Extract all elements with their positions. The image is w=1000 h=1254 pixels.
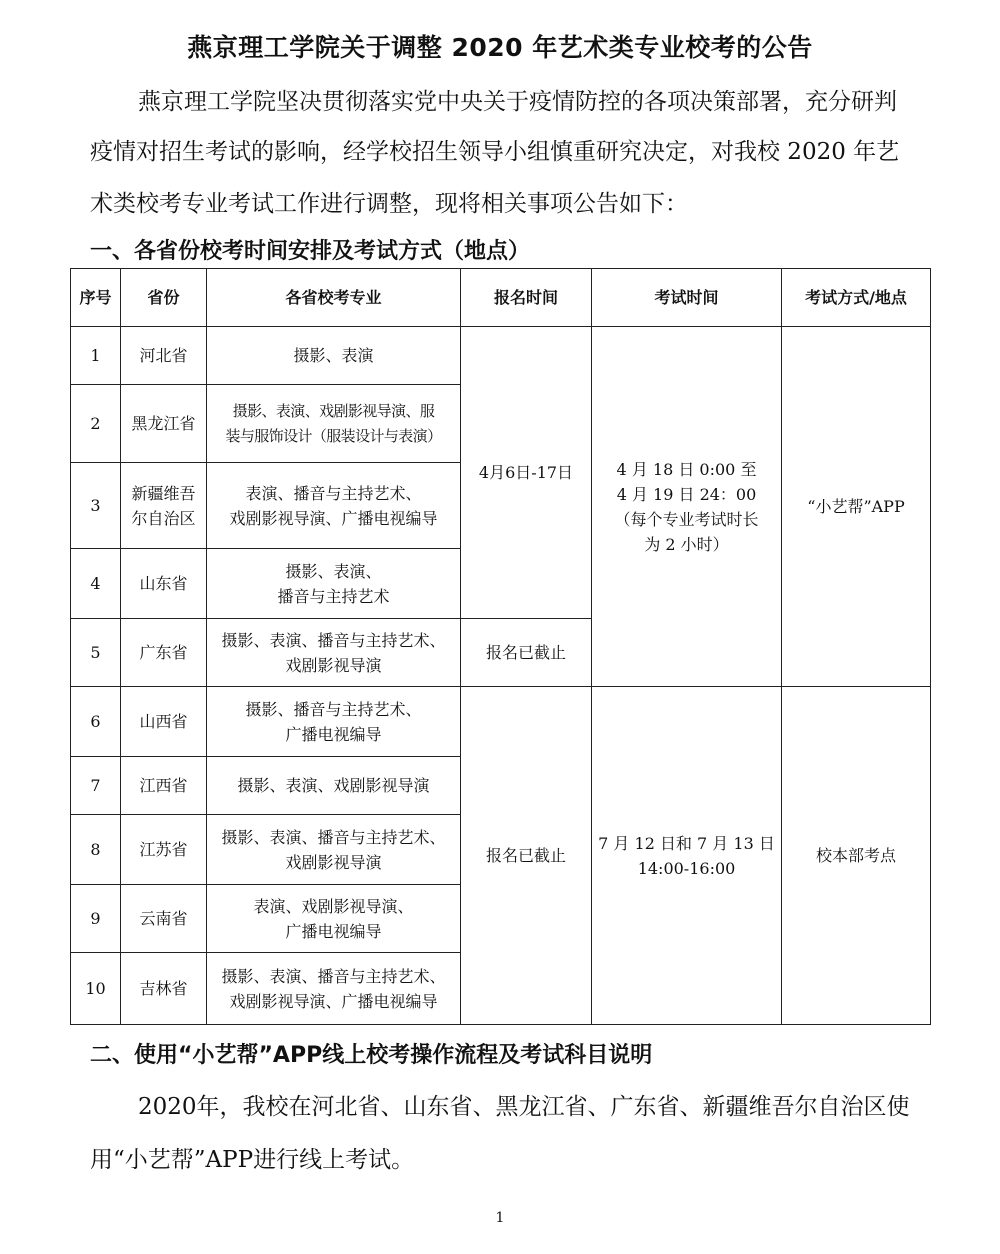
schedule-table [70, 268, 931, 1025]
cell-majors: 摄影、表演、戏剧影视导演、服 装与服饰设计（服装设计与表演） [207, 385, 461, 463]
section-1-heading: 一、各省份校考时间安排及考试方式（地点） [90, 239, 531, 264]
cell-province: 江西省 [121, 757, 207, 815]
cell-province: 广东省 [121, 619, 207, 687]
cell-majors: 表演、戏剧影视导演、 广播电视编导 [207, 885, 461, 953]
cell-majors: 表演、播音与主持艺术、 戏剧影视导演、广播电视编导 [207, 463, 461, 549]
header-exam-time: 考试时间 [592, 269, 782, 327]
table-row [71, 327, 931, 385]
cell-registration-group2: 报名已截止 [461, 687, 592, 1025]
intro-line-2: 疫情对招生考试的影响，经学校招生领导小组慎重研究决定，对我校 2020 年艺 [90, 139, 900, 165]
cell-majors: 摄影、表演、 播音与主持艺术 [207, 549, 461, 619]
page-number: 1 [495, 1210, 505, 1226]
cell-province: 山东省 [121, 549, 207, 619]
cell-majors: 摄影、播音与主持艺术、 广播电视编导 [207, 687, 461, 757]
cell-no: 1 [71, 327, 121, 385]
cell-method-group2: 校本部考点 [782, 687, 931, 1025]
cell-province: 山西省 [121, 687, 207, 757]
cell-registration-group1: 4月6日-17日 [461, 327, 592, 619]
cell-province: 新疆维吾 尔自治区 [121, 463, 207, 549]
cell-no: 4 [71, 549, 121, 619]
table-header-row [71, 269, 931, 327]
cell-no: 7 [71, 757, 121, 815]
cell-province: 云南省 [121, 885, 207, 953]
cell-majors: 摄影、表演、播音与主持艺术、 戏剧影视导演 [207, 815, 461, 885]
section-2-line-1: 2020年，我校在河北省、山东省、黑龙江省、广东省、新疆维吾尔自治区使 [138, 1094, 910, 1120]
cell-no: 3 [71, 463, 121, 549]
header-majors: 各省校考专业 [207, 269, 461, 327]
cell-no: 10 [71, 953, 121, 1025]
cell-no: 2 [71, 385, 121, 463]
section-2-heading: 二、使用“小艺帮”APP线上校考操作流程及考试科目说明 [90, 1043, 653, 1068]
cell-no: 5 [71, 619, 121, 687]
cell-no: 9 [71, 885, 121, 953]
intro-line-1: 燕京理工学院坚决贯彻落实党中央关于疫情防控的各项决策部署，充分研判 [138, 89, 897, 115]
header-province: 省份 [121, 269, 207, 327]
cell-majors: 摄影、表演、播音与主持艺术、 戏剧影视导演 [207, 619, 461, 687]
cell-exam-time-group1: 4 月 18 日 0:00 至 4 月 19 日 24：00 （每个专业考试时长 为 2 小时） [592, 327, 782, 687]
document-title: 燕京理工学院关于调整 2020 年艺术类专业校考的公告 [187, 33, 813, 62]
cell-exam-time-group2: 7 月 12 日和 7 月 13 日 14:00-16:00 [592, 687, 782, 1025]
cell-province: 江苏省 [121, 815, 207, 885]
section-2-line-2: 用“小艺帮”APP进行线上考试。 [90, 1147, 415, 1173]
cell-registration-row5: 报名已截止 [461, 619, 592, 687]
cell-majors: 摄影、表演 [207, 327, 461, 385]
cell-majors: 摄影、表演、戏剧影视导演 [207, 757, 461, 815]
header-method: 考试方式/地点 [782, 269, 931, 327]
cell-method-group1: “小艺帮”APP [782, 327, 931, 687]
table-row [71, 687, 931, 757]
cell-province: 黑龙江省 [121, 385, 207, 463]
cell-province: 吉林省 [121, 953, 207, 1025]
intro-line-3: 术类校考专业考试工作进行调整，现将相关事项公告如下： [90, 191, 688, 217]
header-no: 序号 [71, 269, 121, 327]
cell-no: 6 [71, 687, 121, 757]
cell-province: 河北省 [121, 327, 207, 385]
header-registration: 报名时间 [461, 269, 592, 327]
cell-no: 8 [71, 815, 121, 885]
cell-majors: 摄影、表演、播音与主持艺术、 戏剧影视导演、广播电视编导 [207, 953, 461, 1025]
